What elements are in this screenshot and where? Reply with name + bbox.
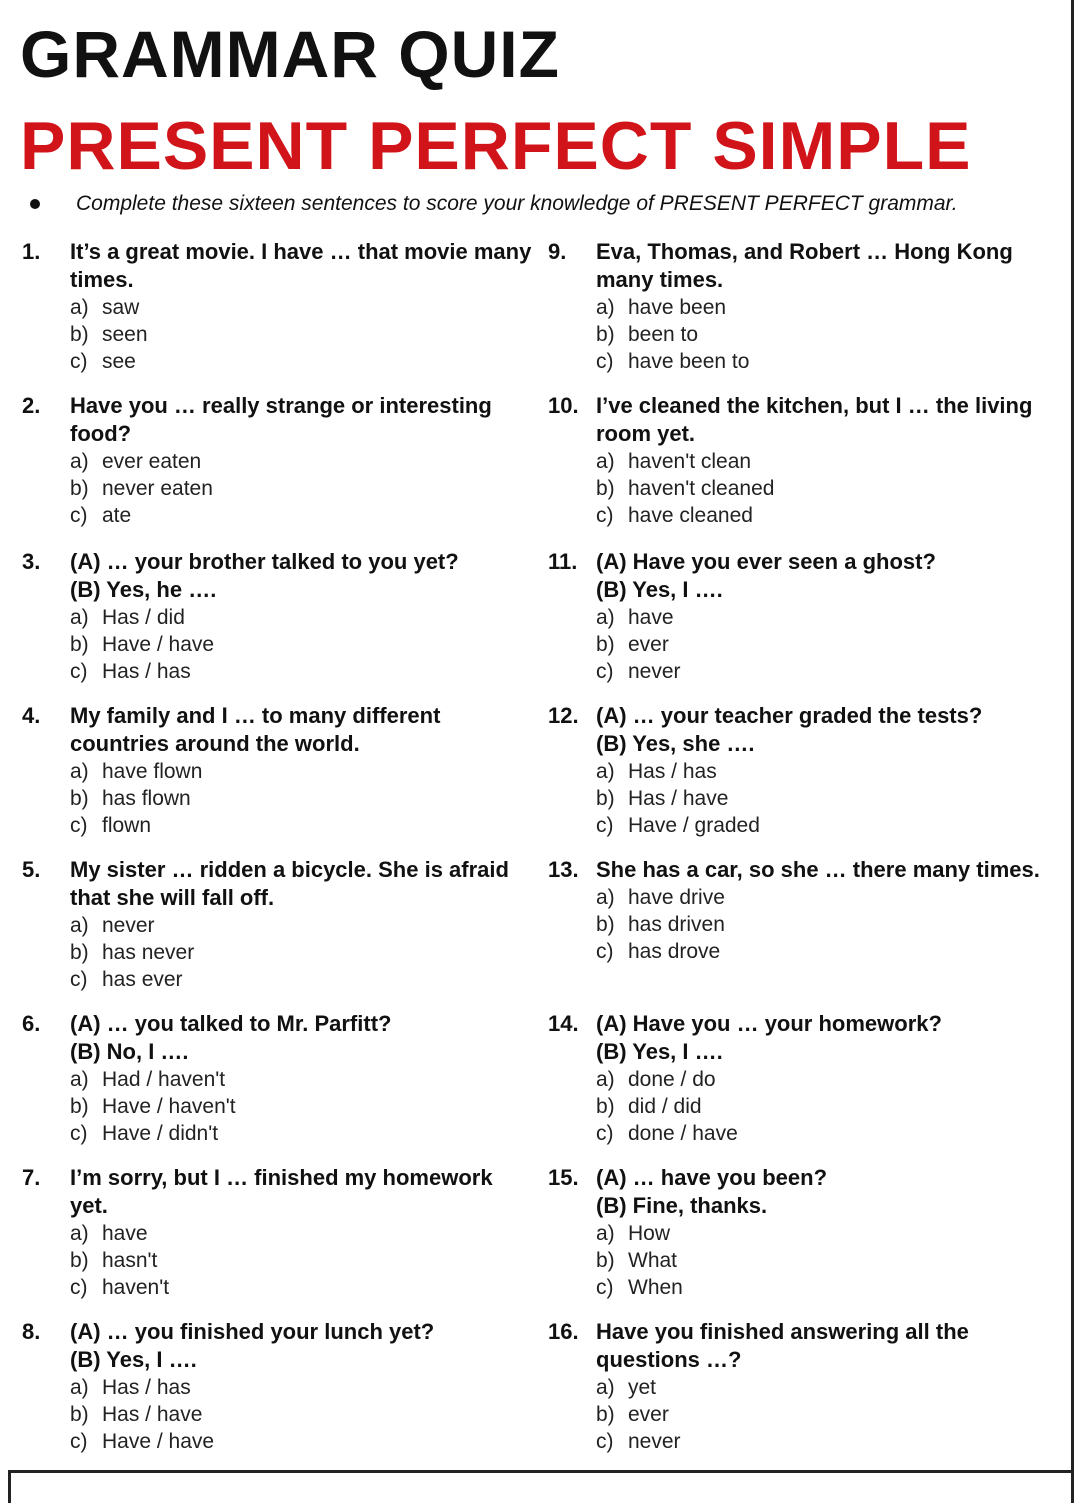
question-text: My sister … ridden a bicycle. She is afraid that she will fall off. [70, 857, 509, 910]
option-letter: c) [70, 1122, 88, 1145]
option-text: have flown [102, 760, 203, 783]
option-text: seen [102, 323, 148, 346]
option-text: never [102, 914, 155, 937]
question-header [22, 1010, 532, 1066]
answer-option[interactable] [70, 1274, 532, 1301]
answer-option[interactable] [596, 1066, 1058, 1093]
question-prompt [70, 702, 532, 758]
option-text: Has / have [628, 787, 729, 810]
quiz-title: GRAMMAR QUIZ [20, 17, 560, 91]
option-letter: b) [70, 323, 89, 346]
answer-option[interactable] [596, 631, 1058, 658]
question-header [548, 392, 1058, 448]
question-header [548, 1164, 1058, 1220]
option-text: hasn't [102, 1249, 158, 1272]
question-5 [22, 856, 532, 993]
option-letter: b) [596, 1403, 615, 1426]
option-text: haven't cleaned [628, 477, 775, 500]
answer-option[interactable] [70, 1428, 532, 1455]
option-text: have been to [628, 350, 750, 373]
question-number: 1. [22, 239, 41, 264]
option-letter: a) [70, 1068, 89, 1091]
option-text: Have / didn't [102, 1122, 219, 1145]
answer-option[interactable] [596, 812, 1058, 839]
option-letter: b) [70, 1403, 89, 1426]
answer-option[interactable] [596, 884, 1058, 911]
option-letter: a) [596, 760, 615, 783]
answer-options [548, 1066, 1058, 1147]
answer-option[interactable] [596, 502, 1058, 529]
answer-option[interactable] [70, 1066, 532, 1093]
question-header [548, 1318, 1058, 1374]
question-text: I’m sorry, but I … finished my homework yet. [70, 1165, 493, 1218]
question-15 [548, 1164, 1058, 1301]
option-text: ever [628, 633, 669, 656]
option-letter: c) [70, 350, 88, 373]
answer-option[interactable] [596, 1220, 1058, 1247]
answer-option[interactable] [596, 604, 1058, 631]
answer-box [8, 1470, 1074, 1503]
option-text: has driven [628, 913, 725, 936]
answer-option[interactable] [70, 1120, 532, 1147]
answer-options [22, 1374, 532, 1455]
option-text: done / do [628, 1068, 716, 1091]
option-letter: b) [70, 1095, 89, 1118]
question-reply-text: (B) Yes, I …. [596, 1039, 723, 1064]
option-text: yet [628, 1376, 657, 1399]
option-text: Has / has [102, 660, 191, 683]
question-prompt [70, 548, 459, 604]
question-prompt [596, 238, 1058, 294]
question-9 [548, 238, 1058, 375]
question-reply-text: (B) Yes, she …. [596, 731, 755, 756]
option-text: saw [102, 296, 140, 319]
question-prompt [70, 1318, 434, 1374]
question-number: 12. [548, 703, 579, 728]
option-text: Has / has [102, 1376, 191, 1399]
answer-option[interactable] [596, 1247, 1058, 1274]
answer-options [548, 884, 1058, 965]
option-text: has ever [102, 968, 183, 991]
answer-option[interactable] [70, 912, 532, 939]
option-text: never [628, 660, 681, 683]
question-number: 11. [548, 549, 578, 574]
option-text: haven't clean [628, 450, 752, 473]
answer-options [22, 1220, 532, 1301]
answer-option[interactable] [596, 758, 1058, 785]
question-text: My family and I … to many different countries around the world. [70, 703, 441, 756]
answer-option[interactable] [596, 448, 1058, 475]
question-text: She has a car, so she … there many times. [596, 857, 1040, 882]
question-number: 2. [22, 393, 41, 418]
question-prompt [596, 702, 982, 758]
option-letter: b) [596, 1095, 615, 1118]
question-text: (A) … your brother talked to you yet? [70, 549, 459, 574]
question-header [22, 856, 532, 912]
option-letter: b) [70, 477, 89, 500]
option-letter: a) [70, 450, 89, 473]
question-13 [548, 856, 1058, 965]
answer-option[interactable] [70, 758, 532, 785]
answer-option[interactable] [596, 475, 1058, 502]
question-header [548, 702, 1058, 758]
option-text: has drove [628, 940, 721, 963]
option-letter: a) [70, 760, 89, 783]
question-number: 14. [548, 1011, 579, 1036]
answer-option[interactable] [70, 294, 532, 321]
question-number: 7. [22, 1165, 41, 1190]
option-letter: c) [596, 1122, 614, 1145]
option-text: has never [102, 941, 195, 964]
answer-option[interactable] [596, 1093, 1058, 1120]
question-number: 9. [548, 239, 567, 264]
page-edge [1071, 0, 1074, 1483]
question-header [548, 548, 1058, 604]
option-text: Have / graded [628, 814, 760, 837]
question-reply-text: (B) Yes, I …. [596, 577, 723, 602]
question-10 [548, 392, 1058, 529]
answer-option[interactable] [70, 1093, 532, 1120]
question-text: (A) … have you been? [596, 1165, 828, 1190]
question-text: (A) … you finished your lunch yet? [70, 1319, 435, 1344]
answer-option[interactable] [596, 1428, 1058, 1455]
answer-option[interactable] [596, 1401, 1058, 1428]
option-letter: b) [70, 1249, 89, 1272]
question-header [22, 238, 532, 294]
option-letter: a) [70, 914, 89, 937]
answer-option[interactable] [596, 1374, 1058, 1401]
option-letter: a) [596, 1222, 615, 1245]
question-prompt [596, 1318, 1058, 1374]
option-letter: b) [596, 787, 615, 810]
answer-option[interactable] [596, 785, 1058, 812]
answer-option[interactable] [596, 938, 1058, 965]
answer-options [548, 448, 1058, 529]
option-text: have cleaned [628, 504, 753, 527]
answer-option[interactable] [70, 1374, 532, 1401]
question-text: (A) … your teacher graded the tests? [596, 703, 983, 728]
answer-option[interactable] [596, 911, 1058, 938]
option-text: did / did [628, 1095, 702, 1118]
question-text: (A) Have you … your homework? [596, 1011, 942, 1036]
question-header [22, 548, 532, 604]
option-text: When [628, 1276, 683, 1299]
answer-option[interactable] [596, 348, 1058, 375]
option-text: Had / haven't [102, 1068, 226, 1091]
question-header [548, 238, 1058, 294]
question-prompt [596, 856, 1040, 884]
question-3 [22, 548, 532, 685]
question-text: Have you finished answering all the questions …? [596, 1319, 969, 1372]
answer-option[interactable] [70, 631, 532, 658]
option-letter: a) [596, 296, 615, 319]
option-letter: a) [596, 450, 615, 473]
question-number: 15. [548, 1165, 579, 1190]
option-letter: c) [70, 814, 88, 837]
question-4 [22, 702, 532, 839]
question-text: (A) Have you ever seen a ghost? [596, 549, 936, 574]
option-text: ate [102, 504, 132, 527]
quiz-subtitle: PRESENT PERFECT SIMPLE [20, 108, 972, 184]
option-letter: c) [596, 940, 614, 963]
question-11 [548, 548, 1058, 685]
question-text: Have you … really strange or interesting food? [70, 393, 492, 446]
option-letter: c) [596, 1430, 614, 1453]
question-text: Eva, Thomas, and Robert … Hong Kong many times. [596, 239, 1013, 292]
question-header [22, 702, 532, 758]
question-prompt [70, 1164, 532, 1220]
question-prompt [596, 548, 936, 604]
question-number: 8. [22, 1319, 41, 1344]
option-text: Have / haven't [102, 1095, 236, 1118]
question-number: 3. [22, 549, 41, 574]
question-prompt [70, 392, 532, 448]
answer-options [22, 758, 532, 839]
answer-option[interactable] [596, 1274, 1058, 1301]
option-text: Has / has [628, 760, 717, 783]
option-letter: c) [70, 1430, 88, 1453]
question-12 [548, 702, 1058, 839]
question-number: 13. [548, 857, 579, 882]
question-text: It’s a great movie. I have … that movie many times. [70, 239, 532, 292]
option-letter: b) [596, 913, 615, 936]
instruction-text: Complete these sixteen sentences to score your knowledge of PRESENT PERFECT grammar. [76, 192, 958, 215]
question-6 [22, 1010, 532, 1147]
option-letter: a) [596, 1068, 615, 1091]
option-text: haven't [102, 1276, 170, 1299]
answer-option[interactable] [596, 294, 1058, 321]
question-8 [22, 1318, 532, 1455]
question-7 [22, 1164, 532, 1301]
option-letter: c) [596, 1276, 614, 1299]
answer-options [548, 604, 1058, 685]
option-text: have been [628, 296, 727, 319]
question-reply-text: (B) Fine, thanks. [596, 1193, 768, 1218]
option-text: Have / have [102, 1430, 215, 1453]
question-14 [548, 1010, 1058, 1147]
option-letter: c) [596, 504, 614, 527]
option-letter: c) [70, 660, 88, 683]
bullet-icon [30, 199, 40, 209]
option-text: done / have [628, 1122, 738, 1145]
option-letter: a) [70, 1222, 89, 1245]
question-header [548, 1010, 1058, 1066]
answer-option[interactable] [70, 1247, 532, 1274]
question-prompt [70, 1010, 391, 1066]
answer-option[interactable] [70, 785, 532, 812]
option-letter: c) [70, 968, 88, 991]
answer-options [22, 448, 532, 529]
question-text: (A) … you talked to Mr. Parfitt? [70, 1011, 392, 1036]
option-letter: b) [70, 633, 89, 656]
option-letter: a) [70, 1376, 89, 1399]
question-prompt [70, 238, 532, 294]
answer-option[interactable] [70, 604, 532, 631]
option-letter: c) [596, 660, 614, 683]
question-text: I’ve cleaned the kitchen, but I … the living room yet. [596, 393, 1033, 446]
question-2 [22, 392, 532, 529]
option-letter: c) [596, 350, 614, 373]
option-letter: a) [596, 606, 615, 629]
question-prompt [596, 392, 1058, 448]
option-letter: b) [596, 477, 615, 500]
option-text: have [628, 606, 674, 629]
answer-option[interactable] [70, 658, 532, 685]
option-text: How [628, 1222, 671, 1245]
question-header [22, 392, 532, 448]
option-letter: c) [70, 504, 88, 527]
answer-option[interactable] [70, 502, 532, 529]
option-text: What [628, 1249, 678, 1272]
question-reply-text: (B) No, I …. [70, 1039, 189, 1064]
option-letter: c) [70, 1276, 88, 1299]
option-text: Has / did [102, 606, 185, 629]
answer-option[interactable] [70, 939, 532, 966]
option-letter: b) [596, 633, 615, 656]
answer-option[interactable] [70, 475, 532, 502]
option-text: Has / have [102, 1403, 203, 1426]
answer-option[interactable] [596, 321, 1058, 348]
option-text: have drive [628, 886, 725, 909]
option-letter: b) [596, 1249, 615, 1272]
answer-option[interactable] [70, 966, 532, 993]
option-text: never eaten [102, 477, 213, 500]
option-letter: a) [70, 296, 89, 319]
question-header [22, 1164, 532, 1220]
question-reply-text: (B) Yes, he …. [70, 577, 217, 602]
answer-options [548, 758, 1058, 839]
instruction-line [30, 192, 1056, 216]
option-text: Have / have [102, 633, 215, 656]
option-letter: b) [70, 787, 89, 810]
answer-option[interactable] [596, 1120, 1058, 1147]
question-prompt [596, 1164, 827, 1220]
option-text: flown [102, 814, 152, 837]
answer-options [22, 604, 532, 685]
option-text: ever [628, 1403, 669, 1426]
option-letter: b) [596, 323, 615, 346]
answer-option[interactable] [70, 348, 532, 375]
option-text: have [102, 1222, 148, 1245]
answer-options [548, 1374, 1058, 1455]
answer-option[interactable] [70, 321, 532, 348]
question-1 [22, 238, 532, 375]
question-number: 10. [548, 393, 579, 418]
question-header [548, 856, 1058, 884]
answer-options [548, 294, 1058, 375]
question-prompt [70, 856, 532, 912]
option-letter: b) [70, 941, 89, 964]
option-letter: c) [596, 814, 614, 837]
answer-option[interactable] [70, 448, 532, 475]
option-letter: a) [596, 886, 615, 909]
answer-option[interactable] [70, 1401, 532, 1428]
question-prompt [596, 1010, 942, 1066]
option-text: ever eaten [102, 450, 202, 473]
option-text: see [102, 350, 136, 373]
question-number: 5. [22, 857, 41, 882]
answer-options [22, 912, 532, 993]
answer-options [22, 294, 532, 375]
question-number: 6. [22, 1011, 41, 1036]
option-text: been to [628, 323, 699, 346]
question-number: 4. [22, 703, 41, 728]
answer-option[interactable] [70, 812, 532, 839]
answer-options [22, 1066, 532, 1147]
question-reply-text: (B) Yes, I …. [70, 1347, 197, 1372]
option-text: has flown [102, 787, 191, 810]
answer-option[interactable] [596, 658, 1058, 685]
answer-option[interactable] [70, 1220, 532, 1247]
option-text: never [628, 1430, 681, 1453]
option-letter: a) [596, 1376, 615, 1399]
answer-options [548, 1220, 1058, 1301]
question-16 [548, 1318, 1058, 1455]
question-header [22, 1318, 532, 1374]
question-number: 16. [548, 1319, 579, 1344]
option-letter: a) [70, 606, 89, 629]
